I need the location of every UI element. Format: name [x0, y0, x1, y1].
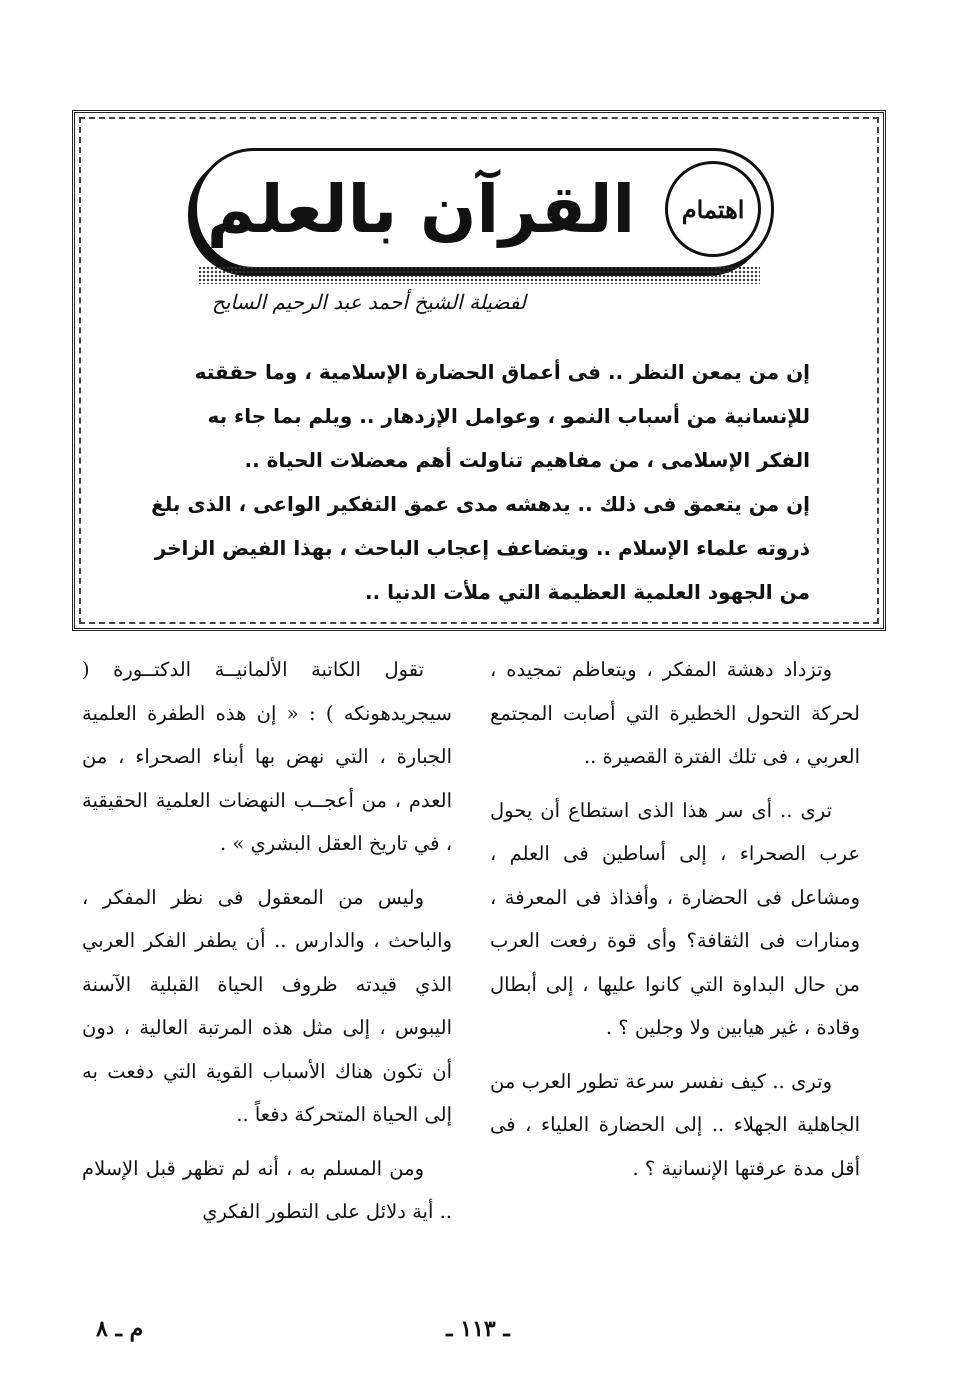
- intro-paragraph: إن من يمعن النظر .. فى أعماق الحضارة الإسلامية ، وما حققته للإنسانية من أسباب النمو ، وعوامل الإزدهار .. ويلم بما جاء به الفكر الإسلامى ، من مفاهيم تناولت أهم معضلات الحياة ..: [194, 360, 810, 472]
- page-number: ـ ١١٣ ـ: [446, 1316, 510, 1342]
- title-emblem: اهتمام: [665, 161, 761, 257]
- body-paragraph: وليس من المعقول فى نظر المفكر ، والباحث ، والدارس .. أن يطفر الفكر العربي الذي قيدته ظروف الحياة القبلية الآسنة اليبوس ، إلى مثل هذه المرتبة العالية ، دون أن تكون هناك الأسباب القوية التي دفعت به إلى الحياة المتحركة دفعاً ..: [82, 885, 452, 1126]
- title-underline-pattern: [198, 266, 760, 284]
- title-banner: [194, 148, 774, 270]
- left-column: [82, 648, 452, 1244]
- body-paragraph: وتزداد دهشة المفكر ، ويتعاظم تمجيده ، لحركة التحول الخطيرة التي أصابت المجتمع العربي ، فى تلك الفترة القصيرة ..: [490, 658, 860, 768]
- body-paragraph: ومن المسلم به ، أنه لم تظهر قبل الإسلام .. أية دلائل على التطور الفكري: [82, 1156, 452, 1223]
- intro-paragraph: إن من يتعمق فى ذلك .. يدهشه مدى عمق التفكير الواعى ، الذى بلغ ذروته علماء الإسلام .. ويتضاعف إعجاب الباحث ، بهذا الفيض الزاخر من الجهود العلمية العظيمة التي ملأت الدنيا ..: [151, 492, 810, 604]
- intro-text: [150, 350, 810, 614]
- right-column: [490, 648, 860, 1200]
- body-paragraph: ترى .. أى سر هذا الذى استطاع أن يحول عرب الصحراء ، إلى أساطين فى العلم ، ومشاعل فى الحضارة ، وأفذاذ فى المعرفة ، ومنارات فى الثقافة؟ وأى قوة رفعت العرب من حال البداوة التي كانوا عليها ، إلى أبطال وقادة ، غير هيابين ولا وجلين ؟ .: [490, 798, 860, 1039]
- signature-mark: م ـ ٨: [96, 1316, 144, 1342]
- body-paragraph: وترى .. كيف نفسر سرعة تطور العرب من الجاهلية الجهلاء .. إلى الحضارة العلياء ، فى أقل مدة عرفتها الإنسانية ؟ .: [490, 1069, 860, 1180]
- article-title: القرآن بالعلم: [206, 170, 636, 248]
- body-paragraph: تقول الكاتبة الألمانيــة الدكتــورة ( سيجريدهونكه ) : « إن هذه الطفرة العلمية الجبارة ، التي نهض بها أبناء الصحراء ، من العدم ، من أعجــب النهضات العلمية الحقيقية ، في تاريخ العقل البشري » .: [82, 658, 452, 855]
- author-byline: لفضيلة الشيخ أحمد عبد الرحيم السايح: [211, 290, 526, 314]
